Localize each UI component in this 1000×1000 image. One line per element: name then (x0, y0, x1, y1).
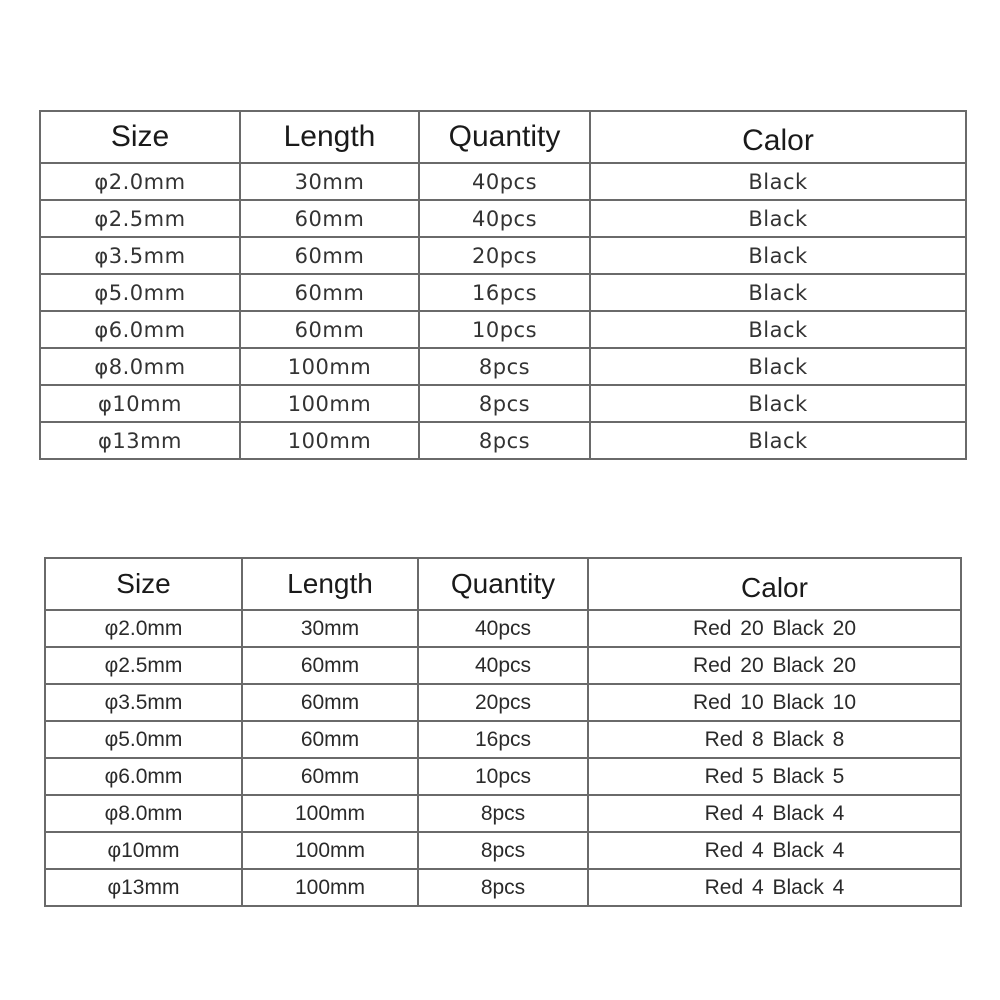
table-row (40, 311, 966, 348)
table-row (40, 274, 966, 311)
table-row (40, 422, 966, 459)
cell-size: φ3.5mm (45, 684, 242, 721)
header-color-label: Calor (741, 572, 808, 603)
cell-quantity: 8pcs (419, 385, 590, 422)
cell-length: 60mm (242, 684, 418, 721)
cell-size: φ8.0mm (40, 348, 240, 385)
cell-color: Black (590, 385, 966, 422)
cell-color: Red 10 Black 10 (588, 684, 961, 721)
table-row (40, 237, 966, 274)
cell-length: 100mm (242, 795, 418, 832)
table-row (45, 795, 961, 832)
cell-length: 60mm (242, 647, 418, 684)
cell-size: φ2.5mm (45, 647, 242, 684)
cell-quantity: 8pcs (418, 795, 588, 832)
cell-length: 60mm (242, 758, 418, 795)
header-length: Length (240, 111, 419, 163)
cell-length: 100mm (240, 348, 419, 385)
cell-color: Red 20 Black 20 (588, 647, 961, 684)
cell-size: φ13mm (45, 869, 242, 906)
cell-color: Black (590, 311, 966, 348)
cell-size: φ6.0mm (40, 311, 240, 348)
cell-quantity: 40pcs (418, 647, 588, 684)
cell-size: φ10mm (45, 832, 242, 869)
cell-length: 100mm (242, 869, 418, 906)
cell-color: Black (590, 348, 966, 385)
table-row (45, 832, 961, 869)
table-row (45, 684, 961, 721)
cell-quantity: 10pcs (418, 758, 588, 795)
cell-quantity: 16pcs (418, 721, 588, 758)
header-color (588, 558, 961, 610)
cell-color: Black (590, 274, 966, 311)
cell-size: φ8.0mm (45, 795, 242, 832)
table-row (40, 385, 966, 422)
cell-size: φ2.5mm (40, 200, 240, 237)
header-size: Size (45, 558, 242, 610)
spec-table-red-black (44, 557, 962, 907)
cell-length: 100mm (240, 385, 419, 422)
cell-length: 100mm (242, 832, 418, 869)
table-row (40, 200, 966, 237)
cell-quantity: 40pcs (419, 163, 590, 200)
table-row (45, 647, 961, 684)
cell-size: φ10mm (40, 385, 240, 422)
cell-size: φ13mm (40, 422, 240, 459)
table-header-row (40, 111, 966, 163)
cell-length: 60mm (240, 237, 419, 274)
cell-quantity: 8pcs (419, 422, 590, 459)
cell-color: Red 4 Black 4 (588, 832, 961, 869)
cell-size: φ2.0mm (45, 610, 242, 647)
cell-length: 60mm (240, 311, 419, 348)
cell-quantity: 8pcs (418, 832, 588, 869)
cell-size: φ5.0mm (40, 274, 240, 311)
cell-color: Red 5 Black 5 (588, 758, 961, 795)
cell-length: 60mm (240, 200, 419, 237)
table-row (45, 869, 961, 906)
table-row (45, 610, 961, 647)
spec-table-black (39, 110, 967, 460)
header-quantity: Quantity (419, 111, 590, 163)
header-quantity: Quantity (418, 558, 588, 610)
table-row (40, 163, 966, 200)
cell-length: 30mm (242, 610, 418, 647)
cell-quantity: 40pcs (418, 610, 588, 647)
table-header-row (45, 558, 961, 610)
cell-quantity: 10pcs (419, 311, 590, 348)
cell-length: 60mm (242, 721, 418, 758)
header-color (590, 111, 966, 163)
cell-color: Black (590, 237, 966, 274)
table-row (45, 758, 961, 795)
cell-length: 60mm (240, 274, 419, 311)
cell-color: Black (590, 163, 966, 200)
header-size: Size (40, 111, 240, 163)
cell-quantity: 20pcs (419, 237, 590, 274)
table-row (40, 348, 966, 385)
cell-quantity: 8pcs (418, 869, 588, 906)
cell-quantity: 8pcs (419, 348, 590, 385)
cell-length: 30mm (240, 163, 419, 200)
cell-size: φ2.0mm (40, 163, 240, 200)
header-color-label: Calor (742, 124, 814, 157)
cell-color: Red 4 Black 4 (588, 869, 961, 906)
cell-color: Black (590, 200, 966, 237)
cell-color: Red 8 Black 8 (588, 721, 961, 758)
cell-color: Black (590, 422, 966, 459)
cell-size: φ6.0mm (45, 758, 242, 795)
cell-quantity: 16pcs (419, 274, 590, 311)
cell-color: Red 4 Black 4 (588, 795, 961, 832)
cell-quantity: 40pcs (419, 200, 590, 237)
header-length: Length (242, 558, 418, 610)
cell-size: φ3.5mm (40, 237, 240, 274)
cell-quantity: 20pcs (418, 684, 588, 721)
cell-size: φ5.0mm (45, 721, 242, 758)
table-row (45, 721, 961, 758)
cell-color: Red 20 Black 20 (588, 610, 961, 647)
cell-length: 100mm (240, 422, 419, 459)
